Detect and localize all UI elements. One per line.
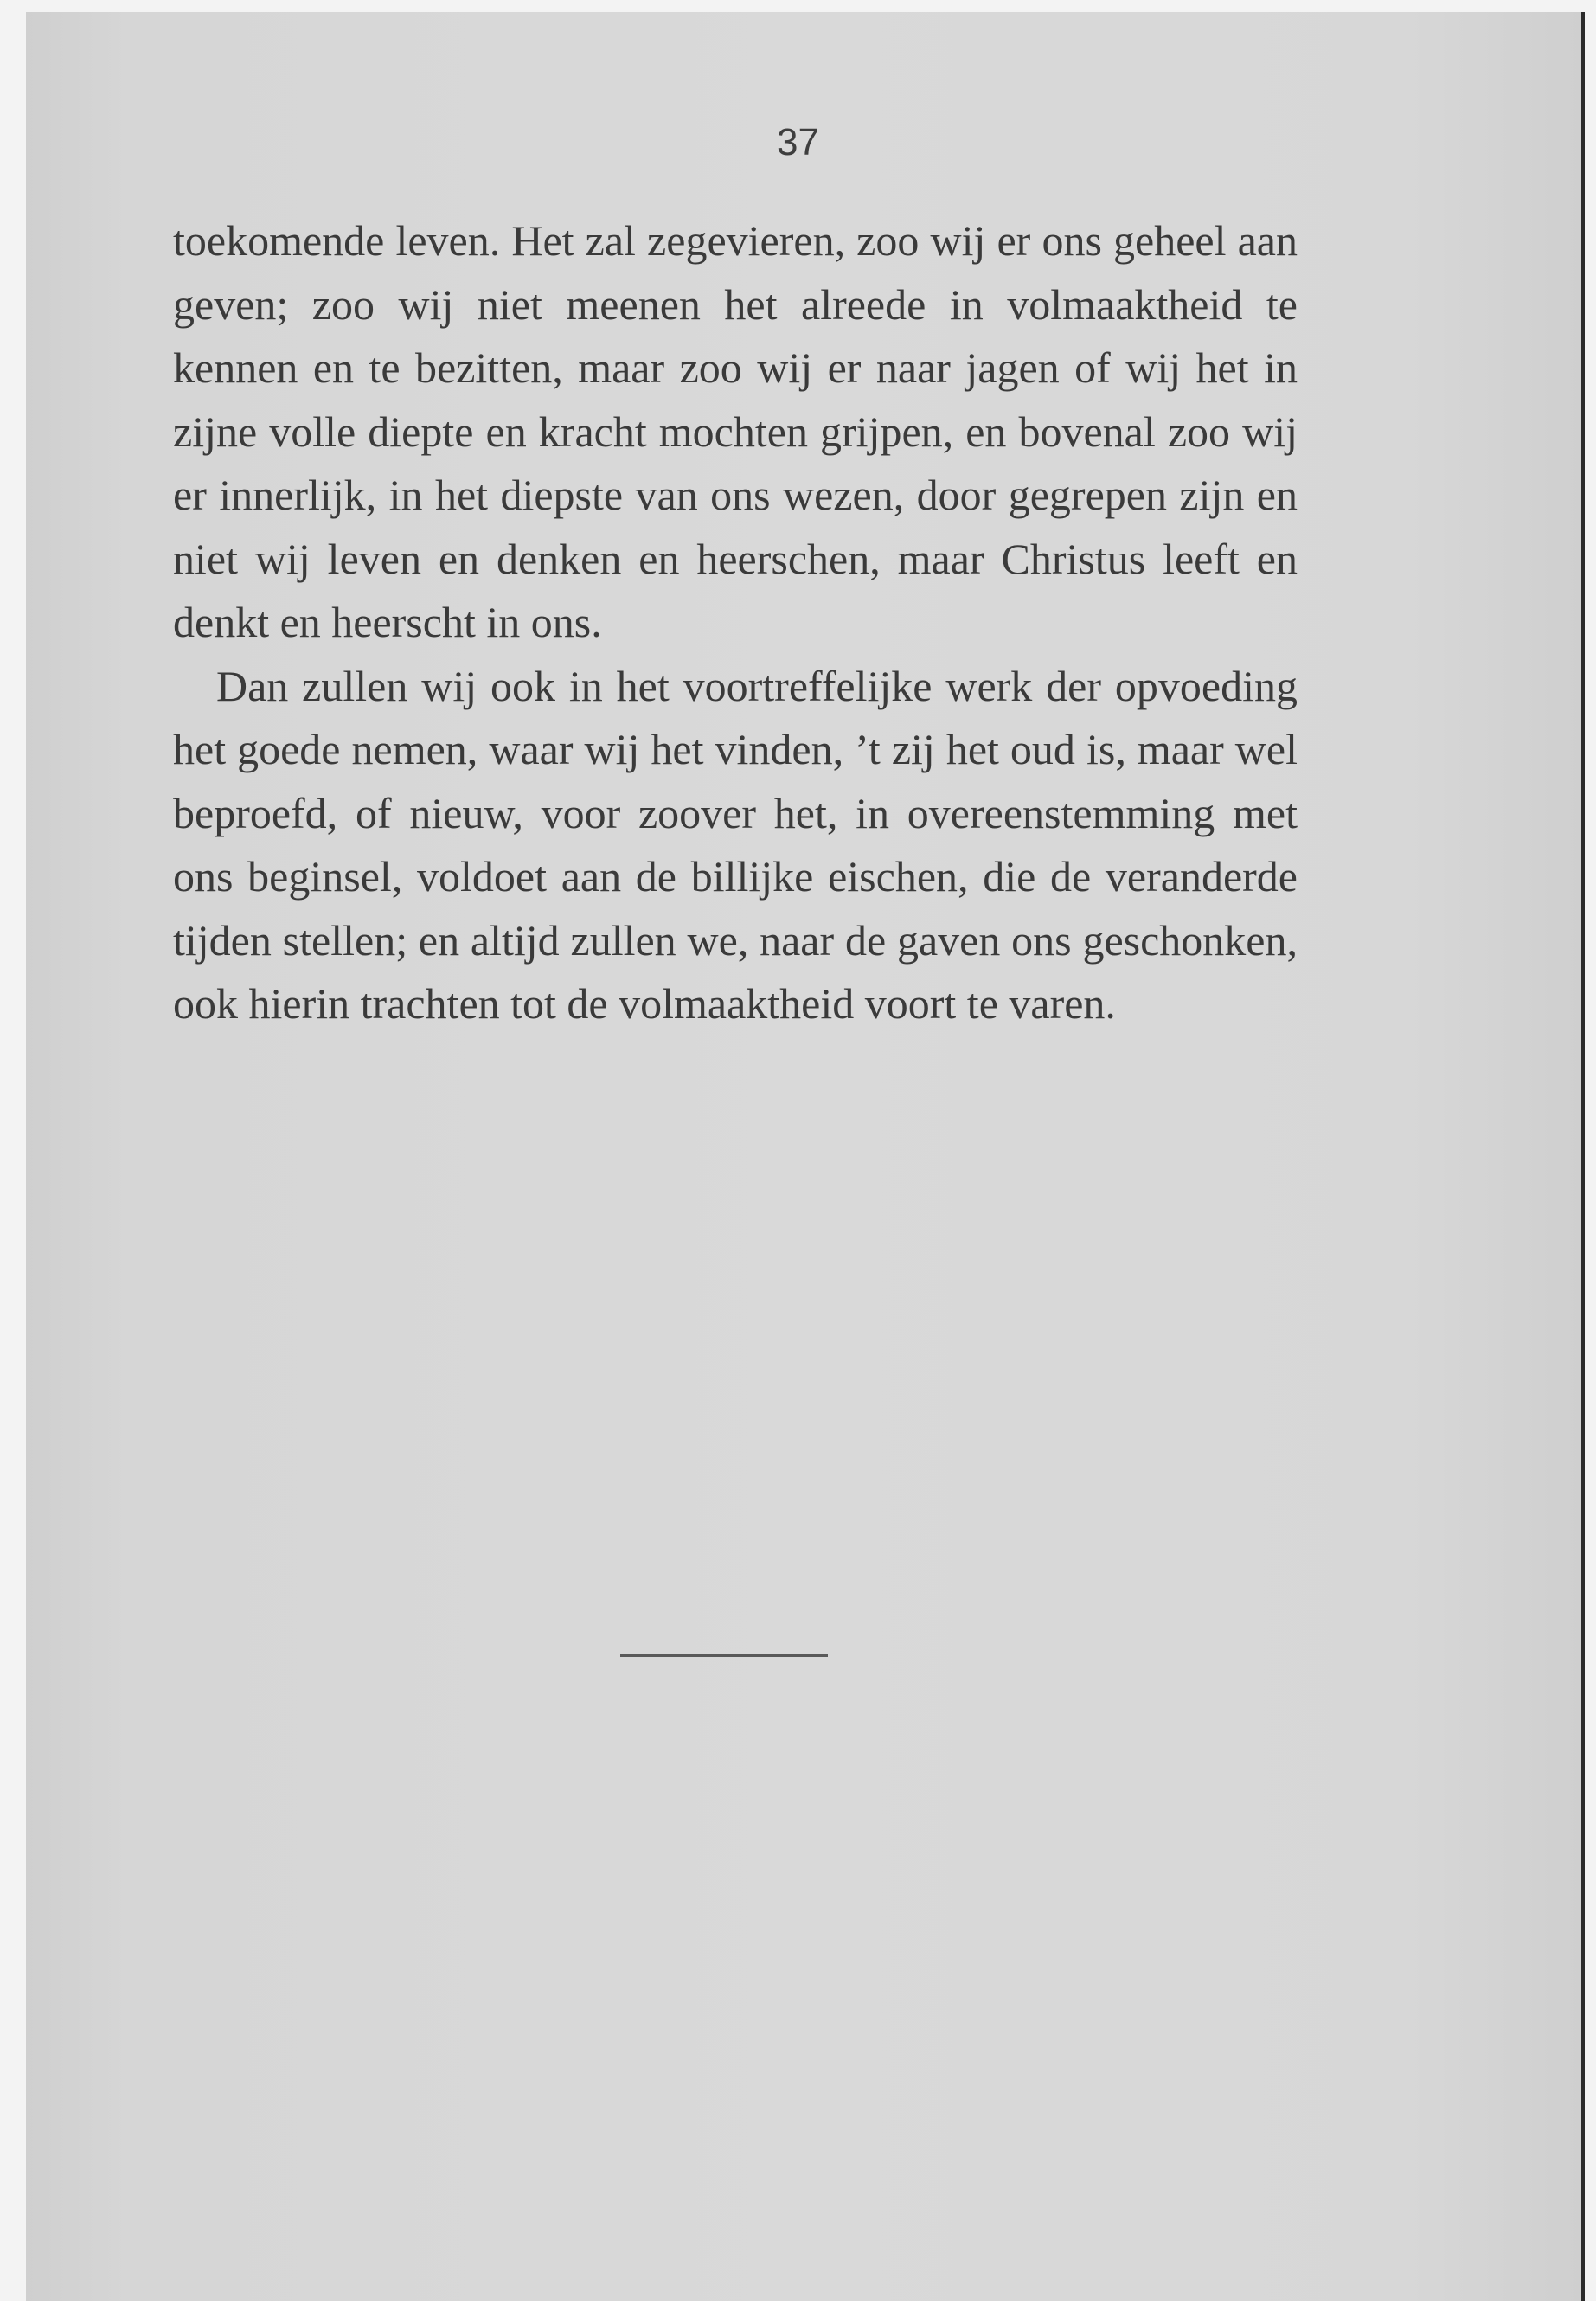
body-text bbox=[173, 209, 1298, 1036]
section-end-rule bbox=[620, 1654, 828, 1657]
paragraph-1: toekomende leven. Het zal zegevieren, zoo wij er ons geheel aan geven; zoo wij niet meenen het alreede in volmaaktheid te kennen en te bezitten, maar zoo wij er naar jagen of wij het in zijne volle diepte en kracht mochten grijpen, en bovenal zoo wij er innerlijk, in het diepste van ons wezen, door gegrepen zijn en niet wij leven en denken en heerschen, maar Christus leeft en denkt en heerscht in ons. bbox=[173, 216, 1298, 646]
paragraph-2: Dan zullen wij ook in het voortreffelijke werk der opvoeding het goede nemen, waar wij het vinden, ’t zij het oud is, maar wel beproefd, of nieuw, voor zoover het, in overeenstemming met ons beginsel, voldoet aan de billijke eischen, die de veranderde tijden stellen; en altijd zullen we, naar de gaven ons geschonken, ook hierin trachten tot de volmaaktheid voort te varen. bbox=[173, 661, 1298, 1028]
page-edge bbox=[1581, 12, 1585, 2301]
page-number: 37 bbox=[777, 121, 819, 163]
